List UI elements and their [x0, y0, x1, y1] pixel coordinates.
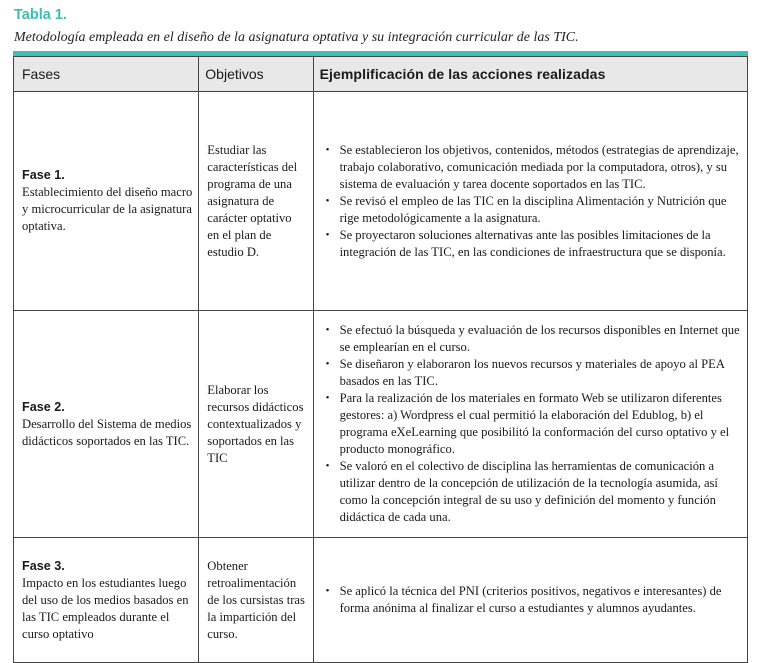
- actions-list: [320, 322, 741, 526]
- list-item: • Se establecieron los objetivos, contenidos, métodos (estrategias de aprendizaje, trabajo colaborativo, comunicación mediada por la computadora, otros), y su sistema de evaluación y tarea docente soportados en las TIC.: [340, 142, 741, 193]
- table-subtitle: Metodología empleada en el diseño de la asignatura optativa y su integración curricular de las TIC.: [14, 30, 579, 45]
- list-item: • Se efectuó la búsqueda y evaluación de los recursos disponibles en Internet que se emplearían en el curso.: [340, 322, 741, 356]
- objective-text: Estudiar las características del programa de una asignatura de carácter optativo en el plan de estudio D.: [207, 142, 298, 259]
- table-title: Tabla 1.: [14, 7, 67, 23]
- phase-cell: [14, 92, 199, 311]
- phase-cell: [14, 311, 199, 538]
- actions-list: [320, 583, 741, 617]
- table-header-row: [14, 57, 748, 92]
- table-row: [14, 92, 748, 311]
- list-item: • Se valoró en el colectivo de disciplina las herramientas de comunicación a utilizar dentro de la concepción de utilización de la tecnología asumida, así como la concepción integral de su uso y definición del momento y función didáctica de cada una.: [340, 458, 741, 526]
- actions-cell: [313, 92, 747, 311]
- header-fases: Fases: [14, 57, 199, 92]
- objective-cell: [199, 92, 313, 311]
- phase-name: Fase 3.: [22, 558, 65, 573]
- actions-cell: [313, 311, 747, 538]
- actions-list: [320, 142, 741, 261]
- objective-cell: [199, 538, 313, 663]
- list-item: • Se revisó el empleo de las TIC en la disciplina Alimentación y Nutrición que rige metodológicamente a la asignatura.: [340, 193, 741, 227]
- objective-text: Obtener retroalimentación de los cursistas tras la impartición del curso.: [207, 558, 305, 641]
- phase-description: Establecimiento del diseño macro y microcurricular de la asignatura optativa.: [22, 185, 193, 233]
- list-item: • Se aplicó la técnica del PNI (criterios positivos, negativos e interesantes) de forma anónima al finalizar el curso a estudiantes y alumnos ayudantes.: [340, 583, 741, 617]
- table-row: [14, 311, 748, 538]
- methodology-table: [13, 56, 748, 663]
- phase-description: Desarrollo del Sistema de medios didácticos soportados en las TIC.: [22, 416, 192, 448]
- list-item: • Se diseñaron y elaboraron los nuevos recursos y materiales de apoyo al PEA basados en las TIC.: [340, 356, 741, 390]
- phase-description: Impacto en los estudiantes luego del uso de los medios basados en las TIC empleados durante el curso optativo: [22, 575, 189, 641]
- list-item: • Se proyectaron soluciones alternativas ante las posibles limitaciones de la integración de las TIC, en las condiciones de infraestructura que se disponía.: [340, 227, 741, 261]
- objective-cell: [199, 311, 313, 538]
- list-item: • Para la realización de los materiales en formato Web se utilizaron diferentes gestores: a) Wordpress el cual permitió la elaboración del Edublog, b) el programa eXeLearning que posibilitó la conformación del curso optativo y el producto monográfico.: [340, 390, 741, 458]
- phase-name: Fase 2.: [22, 399, 65, 414]
- phase-name: Fase 1.: [22, 168, 65, 182]
- table-row: [14, 538, 748, 663]
- header-objetivos: Objetivos: [199, 57, 313, 92]
- actions-cell: [313, 538, 747, 663]
- objective-text: Elaborar los recursos didácticos contextualizados y soportados en las TIC: [207, 382, 304, 465]
- phase-cell: [14, 538, 199, 663]
- header-ejemplificacion: Ejemplificación de las acciones realizadas: [313, 57, 747, 92]
